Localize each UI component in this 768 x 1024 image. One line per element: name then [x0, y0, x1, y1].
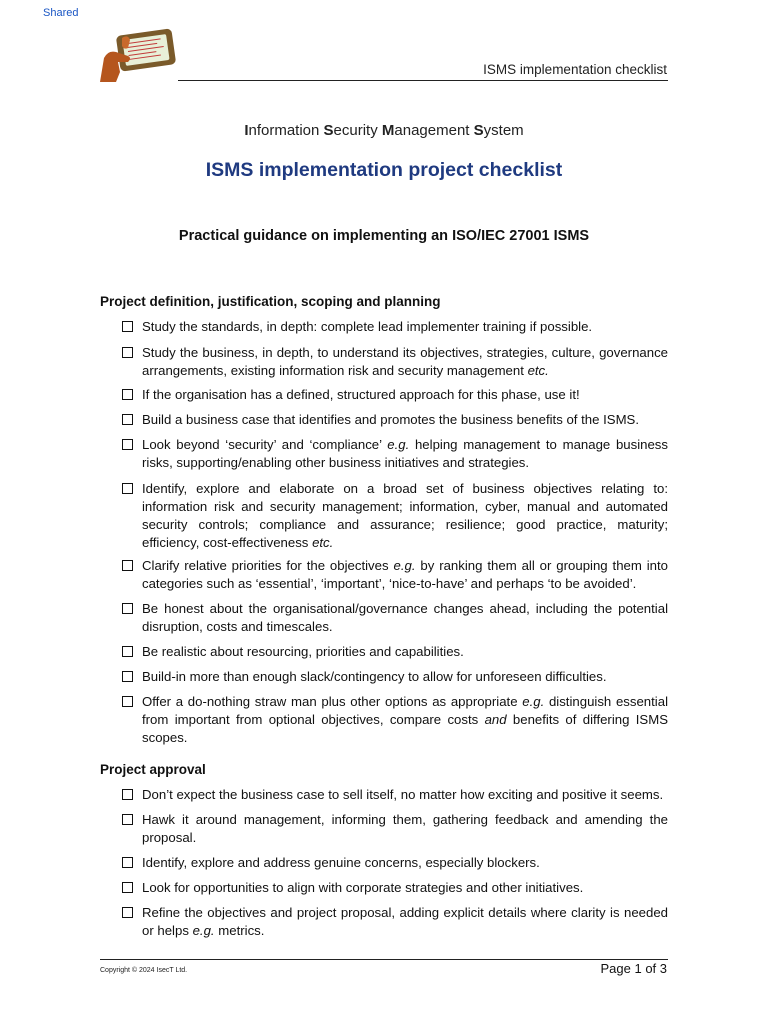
checkbox-icon[interactable] — [122, 603, 133, 614]
checklist-item-text: Look for opportunities to align with corporate strategies and other initiatives. — [142, 880, 584, 895]
checklist-item — [122, 854, 668, 872]
copyright-notice: Copyright © 2024 IsecT Ltd. — [100, 967, 188, 974]
checkbox-icon[interactable] — [122, 671, 133, 682]
section-heading: Project approval — [100, 762, 206, 777]
checklist-item — [122, 668, 668, 686]
checkbox-icon[interactable] — [122, 646, 133, 657]
checklist-item — [122, 344, 668, 380]
checklist-item-text: Don’t expect the business case to sell itself, no matter how exciting and positive it seems. — [142, 787, 664, 802]
checklist-item-text: Hawk it around management, informing them, gathering feedback and amending the proposal. — [142, 812, 668, 845]
running-header-title: ISMS implementation checklist — [483, 62, 667, 77]
checklist-item-text: Build a business case that identifies and promotes the business benefits of the ISMS. — [142, 412, 640, 427]
checkbox-icon[interactable] — [122, 439, 133, 450]
checklist-item — [122, 480, 668, 552]
checklist-item-text: Study the business, in depth, to understand its objectives, strategies, culture, governance arrangements, existing information risk and security management etc. — [142, 345, 668, 378]
checklist-item — [122, 786, 668, 804]
subtitle-capital: M — [381, 122, 395, 139]
subtitle-capital: S — [473, 122, 484, 139]
checklist-item — [122, 436, 668, 472]
checklist-item — [122, 811, 668, 847]
checklist-item-text: If the organisation has a defined, structured approach for this phase, use it! — [142, 387, 580, 402]
checklist-item — [122, 904, 668, 940]
document-tagline: Practical guidance on implementing an ISO/IEC 27001 ISMS — [178, 228, 590, 244]
checklist-item — [122, 693, 668, 747]
checklist-item-text: Refine the objectives and project proposal, adding explicit details where clarity is needed or helps e.g. metrics. — [142, 905, 668, 938]
checklist-item — [122, 557, 668, 593]
checklist-item — [122, 600, 668, 636]
checklist-item-text: Offer a do-nothing straw man plus other options as appropriate e.g. distinguish essential from important from optional objectives, compare costs and benefits of differing ISMS scopes. — [142, 694, 668, 745]
checkbox-icon[interactable] — [122, 882, 133, 893]
checkbox-icon[interactable] — [122, 857, 133, 868]
section-heading: Project definition, justification, scoping and planning — [100, 294, 441, 309]
checklist-item-text: Identify, explore and address genuine concerns, especially blockers. — [142, 855, 540, 870]
checkbox-icon[interactable] — [122, 789, 133, 800]
checkbox-icon[interactable] — [122, 389, 133, 400]
checklist-item — [122, 879, 668, 897]
subtitle-rest: ecurity — [333, 122, 382, 139]
checklist-item — [122, 643, 668, 661]
subtitle-rest: anagement — [394, 122, 474, 139]
subtitle-capital: I — [244, 122, 249, 139]
shared-link[interactable]: Shared — [43, 7, 79, 19]
checkbox-icon[interactable] — [122, 814, 133, 825]
subtitle-capital: S — [323, 122, 334, 139]
checklist-item-text: Be honest about the organisational/governance changes ahead, including the potential disruption, costs and timescales. — [142, 601, 668, 634]
subtitle-rest: ystem — [483, 122, 524, 139]
checklist-item-text: Look beyond ‘security’ and ‘compliance’ e.g. helping management to manage business risks, supporting/enabling other business initiatives and strategies. — [142, 437, 668, 470]
checklist-item-text: Identify, explore and elaborate on a broad set of business objectives relating to: information risk and security management; information, cyber, manual and automated security controls; compliance and assurance; resilience; good practice, maturity; efficiency, cost-effectiveness etc. — [142, 481, 668, 550]
checklist-item-text: Build-in more than enough slack/contingency to allow for unforeseen difficulties. — [142, 669, 607, 684]
hand-tablet-logo-icon — [98, 28, 178, 84]
checklist-item — [122, 411, 668, 429]
checkbox-icon[interactable] — [122, 321, 133, 332]
checkbox-icon[interactable] — [122, 414, 133, 425]
checkbox-icon[interactable] — [122, 907, 133, 918]
checkbox-icon[interactable] — [122, 560, 133, 571]
subtitle-rest: nformation — [248, 122, 324, 139]
checkbox-icon[interactable] — [122, 483, 133, 494]
header-divider — [178, 80, 668, 81]
checklist-item-text: Be realistic about resourcing, priorities and capabilities. — [142, 644, 464, 659]
checkbox-icon[interactable] — [122, 347, 133, 358]
checklist-item-text: Clarify relative priorities for the objectives e.g. by ranking them all or grouping them into categories such as ‘essential’, ‘important’, ‘nice-to-have’ and perhaps ‘to be avoided’. — [142, 558, 669, 591]
document-subtitle — [100, 122, 668, 139]
page-number: Page 1 of 3 — [600, 961, 667, 976]
checkbox-icon[interactable] — [122, 696, 133, 707]
footer-divider — [100, 959, 668, 960]
checklist-item — [122, 318, 668, 336]
checklist-item — [122, 386, 668, 404]
document-title: ISMS implementation project checklist — [205, 159, 563, 181]
checklist-item-text: Study the standards, in depth: complete lead implementer training if possible. — [142, 319, 593, 334]
